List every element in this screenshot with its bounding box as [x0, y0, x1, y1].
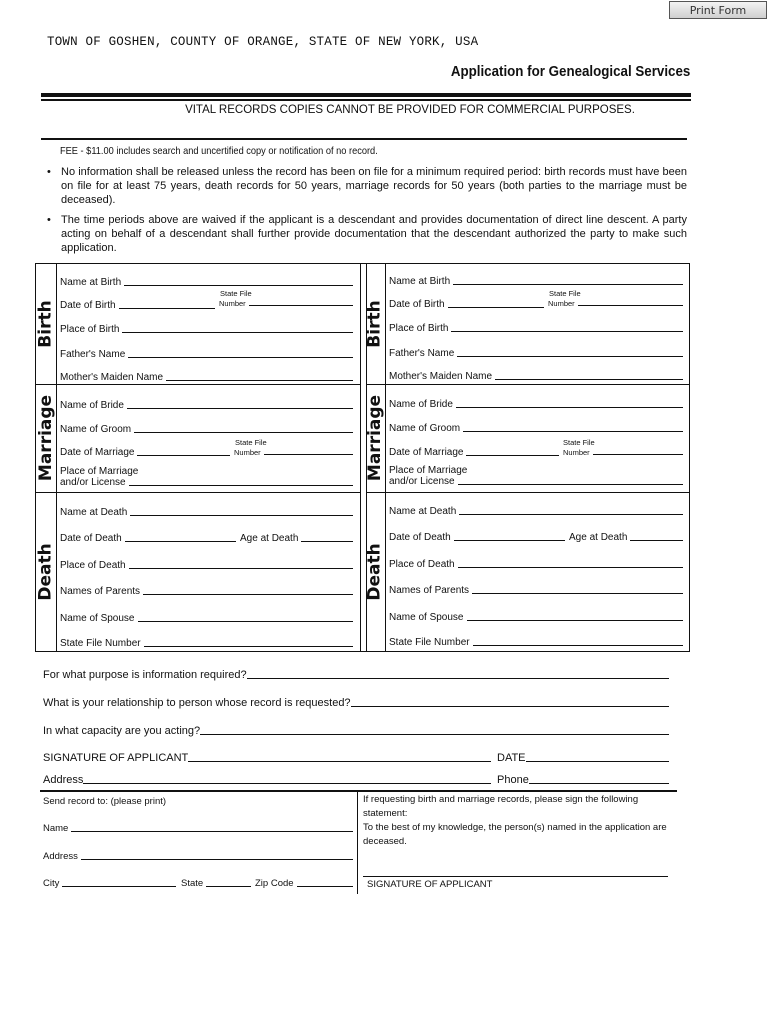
state-file-label: State File — [549, 289, 581, 298]
capacity-field[interactable]: In what capacity are you acting? — [43, 725, 669, 737]
mothers-maiden-name-field[interactable]: Mother's Maiden Name — [60, 372, 353, 383]
names-of-parents-field[interactable]: Names of Parents — [389, 585, 683, 596]
divider — [41, 93, 691, 97]
place-of-death-field[interactable]: Place of Death — [60, 560, 353, 571]
age-at-death-field[interactable]: Age at Death — [240, 533, 353, 544]
divider — [40, 790, 677, 792]
marriage-section-label: Marriage — [36, 394, 56, 482]
name-of-groom-field[interactable]: Name of Groom — [389, 423, 683, 434]
fee-text: FEE - $11.00 includes search and uncertified copy or notification of no record. — [60, 145, 378, 157]
name-at-birth-field[interactable]: Name at Birth — [389, 276, 683, 287]
name-of-bride-field[interactable]: Name of Bride — [60, 400, 353, 411]
marriage-section-label: Marriage — [365, 394, 385, 482]
deceased-statement: To the best of my knowledge, the person(s) named in the application are deceased. — [363, 822, 667, 847]
state-file-number-field[interactable]: State File Number — [60, 638, 353, 649]
bullet-waiver: • The time periods above are waived if the applicant is a descendant and provides documentation of direct line descent. A party acting on behalf of a descendant shall further provide documentation that the descendant authorized the party to make such application. — [47, 214, 687, 254]
state-file-label: State File — [235, 438, 267, 447]
state-file-label: State File — [563, 438, 595, 447]
state-file-number-field[interactable]: State File Number — [389, 637, 683, 648]
deceased-statement-instruction: If requesting birth and marriage records, please sign the following statement: — [363, 794, 639, 819]
send-city-field[interactable]: City — [43, 878, 176, 889]
divider — [41, 138, 687, 140]
names-of-parents-field[interactable]: Names of Parents — [60, 586, 353, 597]
date-of-marriage-field[interactable]: Date of Marriage — [60, 447, 230, 458]
birth-section-label: Birth — [365, 300, 385, 348]
date-of-birth-field[interactable]: Date of Birth — [60, 300, 215, 311]
divider — [41, 99, 691, 101]
age-at-death-field[interactable]: Age at Death — [569, 532, 683, 543]
state-file-label: State File — [220, 289, 252, 298]
birth-section-label: Birth — [36, 300, 56, 348]
place-of-birth-field[interactable]: Place of Birth — [389, 323, 683, 334]
state-file-number-field[interactable]: Number — [563, 448, 683, 457]
fathers-name-field[interactable]: Father's Name — [389, 348, 683, 359]
phone-field[interactable]: Phone — [497, 774, 669, 786]
place-of-marriage-label: Place of Marriage — [389, 465, 468, 476]
divider — [357, 790, 358, 894]
name-of-spouse-field[interactable]: Name of Spouse — [60, 613, 353, 624]
death-section-label: Death — [365, 542, 385, 601]
commercial-notice: VITAL RECORDS COPIES CANNOT BE PROVIDED FOR COMMERCIAL PURPOSES. — [185, 104, 635, 116]
fathers-name-field[interactable]: Father's Name — [60, 349, 353, 360]
bullet-release-rules: • No information shall be released unless the record has been on file for a minimum required period: birth records must have been on file for at least 75 years, death records for 50 years, marriage records for 50 years (both parties to the marriage must be deceased). — [47, 166, 687, 206]
address-field[interactable]: Address — [43, 774, 491, 786]
statement-signature-label: SIGNATURE OF APPLICANT — [367, 879, 493, 890]
state-file-number-field[interactable]: Number — [234, 448, 353, 457]
signature-line[interactable] — [363, 876, 668, 877]
print-form-button[interactable]: Print Form — [669, 1, 767, 19]
send-address-field[interactable]: Address — [43, 851, 353, 862]
purpose-field[interactable]: For what purpose is information required? — [43, 669, 669, 681]
date-field[interactable]: DATE — [497, 752, 669, 764]
name-of-bride-field[interactable]: Name of Bride — [389, 399, 683, 410]
date-of-death-field[interactable]: Date of Death — [60, 533, 236, 544]
mothers-maiden-name-field[interactable]: Mother's Maiden Name — [389, 371, 683, 382]
place-of-death-field[interactable]: Place of Death — [389, 559, 683, 570]
date-of-marriage-field[interactable]: Date of Marriage — [389, 447, 559, 458]
header-location: TOWN OF GOSHEN, COUNTY OF ORANGE, STATE OF NEW YORK, USA — [47, 35, 479, 49]
marriage-license-field[interactable]: and/or License — [60, 477, 353, 488]
state-file-number-field[interactable]: Number — [548, 299, 683, 308]
name-at-birth-field[interactable]: Name at Birth — [60, 277, 353, 288]
death-section-label: Death — [36, 542, 56, 601]
name-at-death-field[interactable]: Name at Death — [389, 506, 683, 517]
place-of-birth-field[interactable]: Place of Birth — [60, 324, 353, 335]
state-file-number-field[interactable]: Number — [219, 299, 353, 308]
send-record-title: Send record to: (please print) — [43, 796, 167, 807]
relationship-field[interactable]: What is your relationship to person whose record is requested? — [43, 697, 669, 709]
name-of-groom-field[interactable]: Name of Groom — [60, 424, 353, 435]
send-zip-field[interactable]: Zip Code — [255, 878, 353, 889]
send-name-field[interactable]: Name — [43, 823, 353, 834]
page-title: Application for Genealogical Services — [450, 64, 690, 80]
send-state-field[interactable]: State — [181, 878, 251, 889]
date-of-death-field[interactable]: Date of Death — [389, 532, 565, 543]
name-of-spouse-field[interactable]: Name of Spouse — [389, 612, 683, 623]
name-at-death-field[interactable]: Name at Death — [60, 507, 353, 518]
place-of-marriage-label: Place of Marriage — [60, 466, 139, 477]
applicant-signature-field[interactable]: SIGNATURE OF APPLICANT — [43, 752, 491, 764]
date-of-birth-field[interactable]: Date of Birth — [389, 299, 544, 310]
marriage-license-field[interactable]: and/or License — [389, 476, 683, 487]
